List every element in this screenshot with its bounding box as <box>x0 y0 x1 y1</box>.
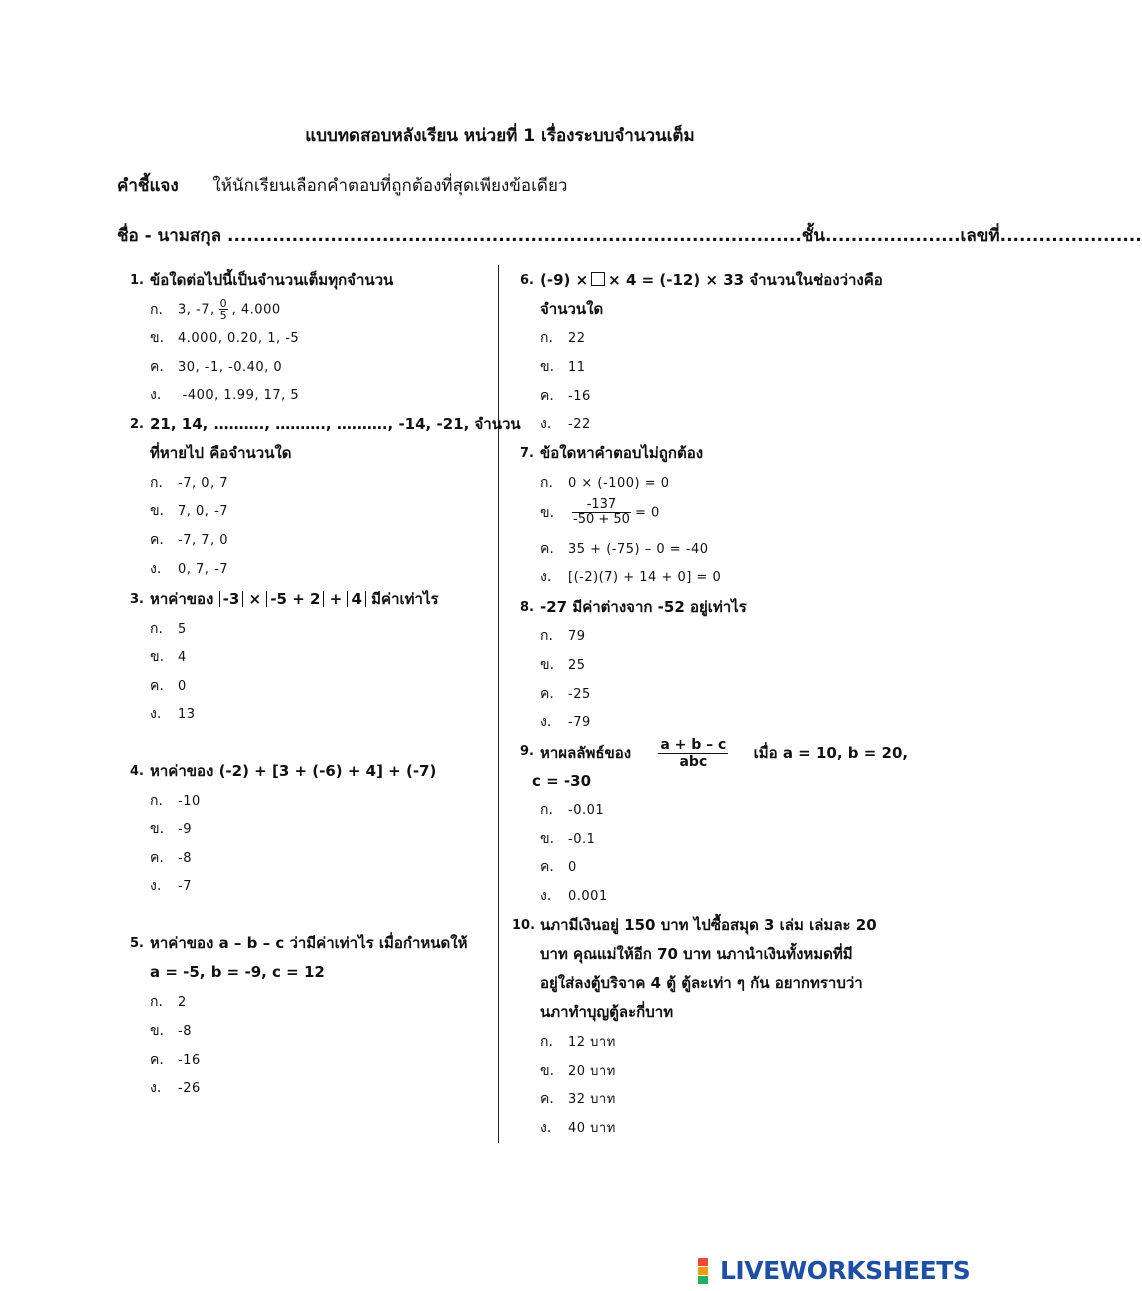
option-text: 0 <box>568 860 577 875</box>
question-number: 6. <box>520 273 534 288</box>
option-label: ข. <box>150 821 165 837</box>
option-label: ข. <box>540 504 555 521</box>
option-label: ง. <box>540 1120 552 1136</box>
logo-block <box>698 1276 708 1284</box>
text-segment: เมื่อ a = 10, b = 20, <box>753 744 909 762</box>
option-label: ก. <box>150 793 163 809</box>
q10-option-a[interactable] <box>540 1032 616 1053</box>
q7-option-c[interactable] <box>540 539 709 560</box>
question-text-continued: ที่หายไป คือจำนวนใด <box>150 444 292 462</box>
option-text: 0 × (-100) = 0 <box>568 476 670 491</box>
worksheet-title: แบบทดสอบหลังเรียน หน่วยที่ 1 เรื่องระบบจำนวนเต็ม <box>305 126 695 146</box>
q5-option-d[interactable] <box>150 1078 201 1099</box>
fraction <box>572 498 631 527</box>
option-text: -400, 1.99, 17, 5 <box>178 388 300 403</box>
q1-option-b[interactable] <box>150 328 299 349</box>
q5-option-a[interactable] <box>150 992 187 1013</box>
option-text: 13 <box>178 707 196 722</box>
q4-option-b[interactable] <box>150 819 192 840</box>
option-text: 40 บาท <box>568 1121 616 1136</box>
q4-option-c[interactable] <box>150 848 192 869</box>
option-text: -0.1 <box>568 832 596 847</box>
option-label: ง. <box>540 569 552 585</box>
option-text: -8 <box>178 1024 192 1039</box>
q4-option-a[interactable] <box>150 791 201 812</box>
option-text: 35 + (-75) – 0 = -40 <box>568 542 709 557</box>
option-label: ข. <box>150 649 165 665</box>
question-number: 8. <box>520 600 534 615</box>
question-text <box>540 266 883 295</box>
q4-option-d[interactable] <box>150 876 192 897</box>
text-segment: หาผลลัพธ์ของ <box>540 744 632 762</box>
logo-blocks-icon <box>698 1257 720 1284</box>
question-text: นภามีเงินอยู่ 150 บาท ไปซื้อสมุด 3 เล่ม เล่มละ 20 <box>540 916 877 934</box>
option-label: ก. <box>540 330 553 346</box>
option-label: ง. <box>150 561 162 577</box>
question-text-line-3: อยู่ใส่ลงตู้บริจาค 4 ตู้ ตู้ละเท่า ๆ กัน อยากทราบว่า <box>540 974 863 992</box>
plus-symbol: + <box>329 590 343 608</box>
q10-option-c[interactable] <box>540 1089 616 1110</box>
q3-option-a[interactable] <box>150 619 187 640</box>
option-label: ข. <box>150 503 165 519</box>
q6-option-a[interactable] <box>540 328 586 349</box>
option-text: -7, 0, 7 <box>178 476 229 491</box>
option-label: ค. <box>150 532 164 548</box>
column-divider <box>498 265 499 1143</box>
q9-option-d[interactable] <box>540 886 608 907</box>
q1-option-a[interactable] <box>150 298 281 321</box>
question-text-continued: a = -5, b = -9, c = 12 <box>150 963 325 981</box>
option-label: ก. <box>540 1034 553 1050</box>
numerator: a + b – c <box>660 737 727 753</box>
q7-option-a[interactable] <box>540 473 670 494</box>
question-text <box>540 737 908 770</box>
option-text: -16 <box>178 1053 201 1068</box>
q10-option-b[interactable] <box>540 1061 616 1082</box>
option-text: 30, -1, -0.40, 0 <box>178 360 283 375</box>
text-segment: × 4 = (-12) × 33 จำนวนในช่องว่างคือ <box>608 271 883 289</box>
fraction <box>219 298 228 321</box>
option-label: ง. <box>150 706 162 722</box>
question-text: หาค่าของ a – b – c ว่ามีค่าเท่าไร เมื่อกำหนดให้ <box>150 934 468 952</box>
question-number: 9. <box>520 744 534 759</box>
q8-option-b[interactable] <box>540 655 586 676</box>
option-text: 11 <box>568 360 586 375</box>
option-text: -0.01 <box>568 803 605 818</box>
option-label: ก. <box>540 628 553 644</box>
question-number: 1. <box>130 273 144 288</box>
option-text: -26 <box>178 1081 201 1096</box>
instructions <box>117 172 567 199</box>
question-text-continued: จำนวนใด <box>540 300 604 318</box>
q8-option-c[interactable] <box>540 684 591 705</box>
numerator: 0 <box>219 297 227 310</box>
option-label: ง. <box>540 714 552 730</box>
option-label: ข. <box>540 657 555 673</box>
q8-option-d[interactable] <box>540 712 591 733</box>
option-label: ก. <box>540 802 553 818</box>
option-text: 20 บาท <box>568 1064 616 1079</box>
option-text: -7 <box>178 879 192 894</box>
q3-option-c[interactable] <box>150 676 187 697</box>
text-segment: (-9) × <box>540 271 589 289</box>
q6-option-c[interactable] <box>540 386 591 407</box>
option-text: 22 <box>568 331 586 346</box>
logo-block <box>698 1267 708 1275</box>
option-label: ก. <box>540 475 553 491</box>
question-number: 3. <box>130 592 144 607</box>
q7-option-b[interactable] <box>540 498 660 527</box>
q1-option-c[interactable] <box>150 357 282 378</box>
logo-block <box>698 1258 708 1266</box>
option-label: ค. <box>150 678 164 694</box>
option-label: ข. <box>540 359 555 375</box>
option-text: 32 บาท <box>568 1092 616 1107</box>
option-label: ค. <box>540 686 554 702</box>
numerator: -137 <box>572 498 631 513</box>
denominator: -50 + 50 <box>573 512 630 527</box>
text-segment: หาค่าของ <box>150 590 214 608</box>
option-label: ง. <box>540 416 552 432</box>
q2-option-d[interactable] <box>150 559 228 580</box>
q9-option-a[interactable] <box>540 800 604 821</box>
option-text: 0 <box>178 679 187 694</box>
option-label: ง. <box>150 1080 162 1096</box>
q3-option-d[interactable] <box>150 704 196 725</box>
question-text-continued: c = -30 <box>532 772 592 790</box>
option-label: ค. <box>150 850 164 866</box>
option-label: ข. <box>540 1063 555 1079</box>
option-label: ก. <box>150 475 163 491</box>
option-text: 4.000, 0.20, 1, -5 <box>178 331 300 346</box>
q8-option-a[interactable] <box>540 626 586 647</box>
option-label: ค. <box>540 541 554 557</box>
q9-option-b[interactable] <box>540 829 595 850</box>
absolute-value: 4 <box>347 591 365 607</box>
option-text: -9 <box>178 822 192 837</box>
q2-option-a[interactable] <box>150 473 228 494</box>
instructions-label: คำชี้แจง <box>117 176 179 196</box>
question-number: 5. <box>130 936 144 951</box>
option-label: ก. <box>150 994 163 1010</box>
question-text: 21, 14, ………., ………., ………., -14, -21, จำนวน <box>150 415 521 433</box>
option-text: = 0 <box>634 505 660 521</box>
option-text: 12 บาท <box>568 1035 616 1050</box>
student-name-row: ชื่อ - นามสกุล .........................................................................................ชั้น.....................เลขที่...................... <box>117 226 1142 246</box>
option-label: ง. <box>150 387 162 403</box>
option-label: ข. <box>540 831 555 847</box>
denominator: abc <box>679 754 708 770</box>
option-text: -16 <box>568 389 591 404</box>
option-text: 79 <box>568 629 586 644</box>
question-number: 4. <box>130 764 144 779</box>
option-label: ค. <box>540 859 554 875</box>
absolute-value: -3 <box>219 591 244 607</box>
option-text: 0.001 <box>568 889 608 904</box>
option-label: ก. <box>150 621 163 637</box>
q6-option-b[interactable] <box>540 357 586 378</box>
option-text: -10 <box>178 794 201 809</box>
q3-option-b[interactable] <box>150 647 187 668</box>
q10-option-d[interactable] <box>540 1118 616 1139</box>
q9-option-c[interactable] <box>540 857 577 878</box>
logo-wordmark: LIVEWORKSHEETS <box>720 1256 971 1285</box>
option-text: , 4.000 <box>231 302 281 318</box>
blank-box-icon <box>591 272 605 286</box>
option-text: -8 <box>178 851 192 866</box>
q5-option-b[interactable] <box>150 1021 192 1042</box>
instructions-text: ให้นักเรียนเลือกคำตอบที่ถูกต้องที่สุดเพียงข้อเดียว <box>212 176 568 196</box>
option-text: -79 <box>568 715 591 730</box>
option-label: ค. <box>150 359 164 375</box>
option-text: 4 <box>178 650 187 665</box>
option-text: -22 <box>568 417 591 432</box>
q7-option-d[interactable] <box>540 567 721 588</box>
option-text: 5 <box>178 622 187 637</box>
option-label: ง. <box>540 888 552 904</box>
question-text: ข้อใดหาคำตอบไม่ถูกต้อง <box>540 444 704 462</box>
option-text: -25 <box>568 687 591 702</box>
question-number: 10. <box>512 918 536 933</box>
option-text: 3, -7, <box>178 302 215 318</box>
option-text: -7, 7, 0 <box>178 533 229 548</box>
denominator: 5 <box>219 309 227 322</box>
times-symbol: × <box>248 590 262 608</box>
absolute-value: -5 + 2 <box>266 591 324 607</box>
option-text: 25 <box>568 658 586 673</box>
option-label: ค. <box>150 1052 164 1068</box>
option-label: ข. <box>150 330 165 346</box>
q6-option-d[interactable] <box>540 414 591 435</box>
fraction <box>658 737 728 770</box>
question-text: -27 มีค่าต่างจาก -52 อยู่เท่าไร <box>540 598 747 616</box>
option-label: ข. <box>150 1023 165 1039</box>
question-text: หาค่าของ (-2) + [3 + (-6) + 4] + (-7) <box>150 762 437 780</box>
liveworksheets-logo[interactable] <box>698 1256 970 1286</box>
q5-option-c[interactable] <box>150 1050 201 1071</box>
option-text: 0, 7, -7 <box>178 562 229 577</box>
option-text: [(-2)(7) + 14 + 0] = 0 <box>568 570 722 585</box>
option-label: ค. <box>540 388 554 404</box>
option-text: 7, 0, -7 <box>178 504 229 519</box>
question-number: 7. <box>520 446 534 461</box>
text-segment: มีค่าเท่าไร <box>371 590 439 608</box>
q2-option-b[interactable] <box>150 501 228 522</box>
option-text: 2 <box>178 995 187 1010</box>
question-text <box>150 585 439 614</box>
question-text: ข้อใดต่อไปนี้เป็นจำนวนเต็มทุกจำนวน <box>150 271 394 289</box>
question-text-line-4: นภาทำบุญตู้ละกี่บาท <box>540 1003 674 1021</box>
option-label: ง. <box>150 878 162 894</box>
question-text-line-2: บาท คุณแม่ให้อีก 70 บาท นภานำเงินทั้งหมดที่มี <box>540 945 853 963</box>
question-number: 2. <box>130 417 144 432</box>
option-label: ค. <box>540 1091 554 1107</box>
q2-option-c[interactable] <box>150 530 228 551</box>
option-label: ก. <box>150 301 163 318</box>
q1-option-d[interactable] <box>150 385 299 406</box>
